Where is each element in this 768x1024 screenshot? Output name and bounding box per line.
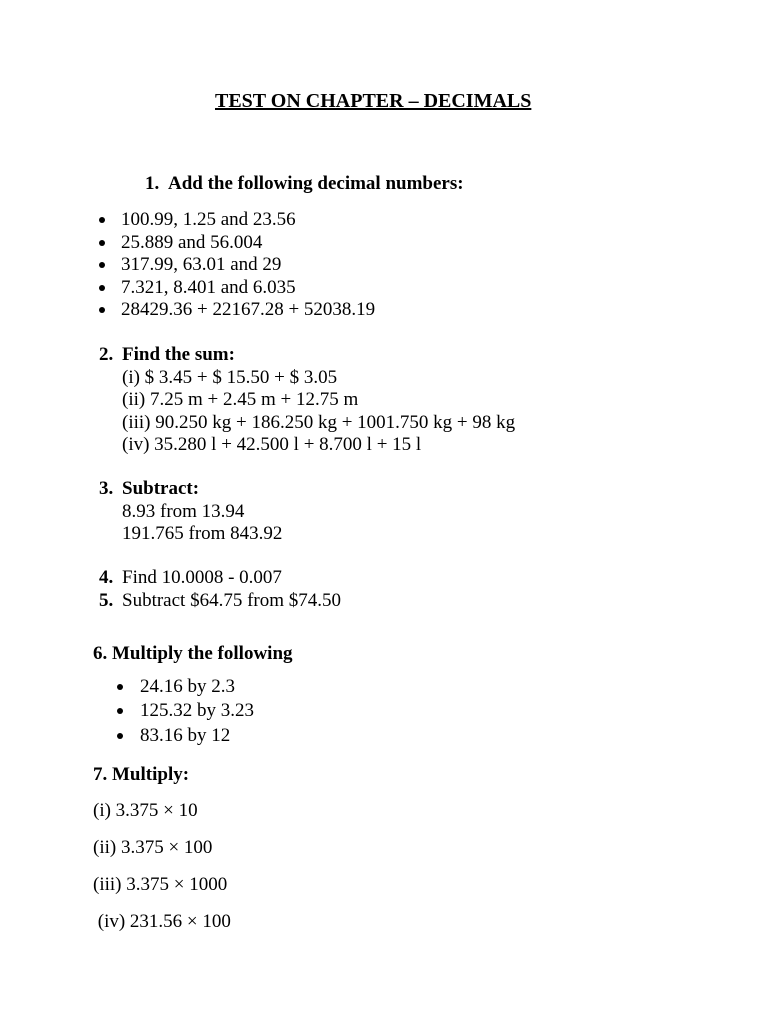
question-heading: Add the following decimal numbers: <box>168 173 464 194</box>
list-item: 191.765 from 843.92 <box>122 523 283 544</box>
list-item: 317.99, 63.01 and 29 <box>121 254 282 275</box>
question-number: 4. <box>99 567 114 588</box>
bullet-icon <box>99 307 105 313</box>
bullet-icon <box>99 285 105 291</box>
list-item: (i) $ 3.45 + $ 15.50 + $ 3.05 <box>122 367 338 388</box>
list-item: 24.16 by 2.3 <box>140 676 235 697</box>
list-item: (iii) 90.250 kg + 186.250 kg + 1001.750 kg + 98 kg <box>122 412 516 433</box>
list-item: 83.16 by 12 <box>140 725 231 746</box>
list-item: 25.889 and 56.004 <box>121 232 263 253</box>
question-number: 1. <box>145 173 160 194</box>
list-item: 7.321, 8.401 and 6.035 <box>121 277 296 298</box>
list-item: (ii) 3.375 × 100 <box>93 837 213 858</box>
bullet-icon <box>117 733 123 739</box>
list-item: 125.32 by 3.23 <box>140 700 254 721</box>
list-item: (iv) 35.280 l + 42.500 l + 8.700 l + 15 l <box>122 434 422 455</box>
list-item: 8.93 from 13.94 <box>122 501 245 522</box>
list-item: (i) 3.375 × 10 <box>93 800 198 821</box>
bullet-icon <box>99 240 105 246</box>
list-item: (iii) 3.375 × 1000 <box>93 874 228 895</box>
list-item: (ii) 7.25 m + 2.45 m + 12.75 m <box>122 389 359 410</box>
question-heading: Subtract: <box>122 478 200 499</box>
question-heading: Find the sum: <box>122 344 235 365</box>
bullet-icon <box>99 262 105 268</box>
question-text: Find 10.0008 - 0.007 <box>122 567 282 588</box>
question-heading: 7. Multiply: <box>93 764 190 785</box>
bullet-icon <box>117 708 123 714</box>
question-heading: 6. Multiply the following <box>93 643 293 664</box>
question-number: 2. <box>99 344 114 365</box>
list-item: (iv) 231.56 × 100 <box>93 911 231 932</box>
question-number: 3. <box>99 478 114 499</box>
page-title: TEST ON CHAPTER – DECIMALS <box>215 90 532 112</box>
list-item: 100.99, 1.25 and 23.56 <box>121 209 296 230</box>
list-item: 28429.36 + 22167.28 + 52038.19 <box>121 299 376 320</box>
question-number: 5. <box>99 590 114 611</box>
question-text: Subtract $64.75 from $74.50 <box>122 590 342 611</box>
bullet-icon <box>99 217 105 223</box>
bullet-icon <box>117 684 123 690</box>
